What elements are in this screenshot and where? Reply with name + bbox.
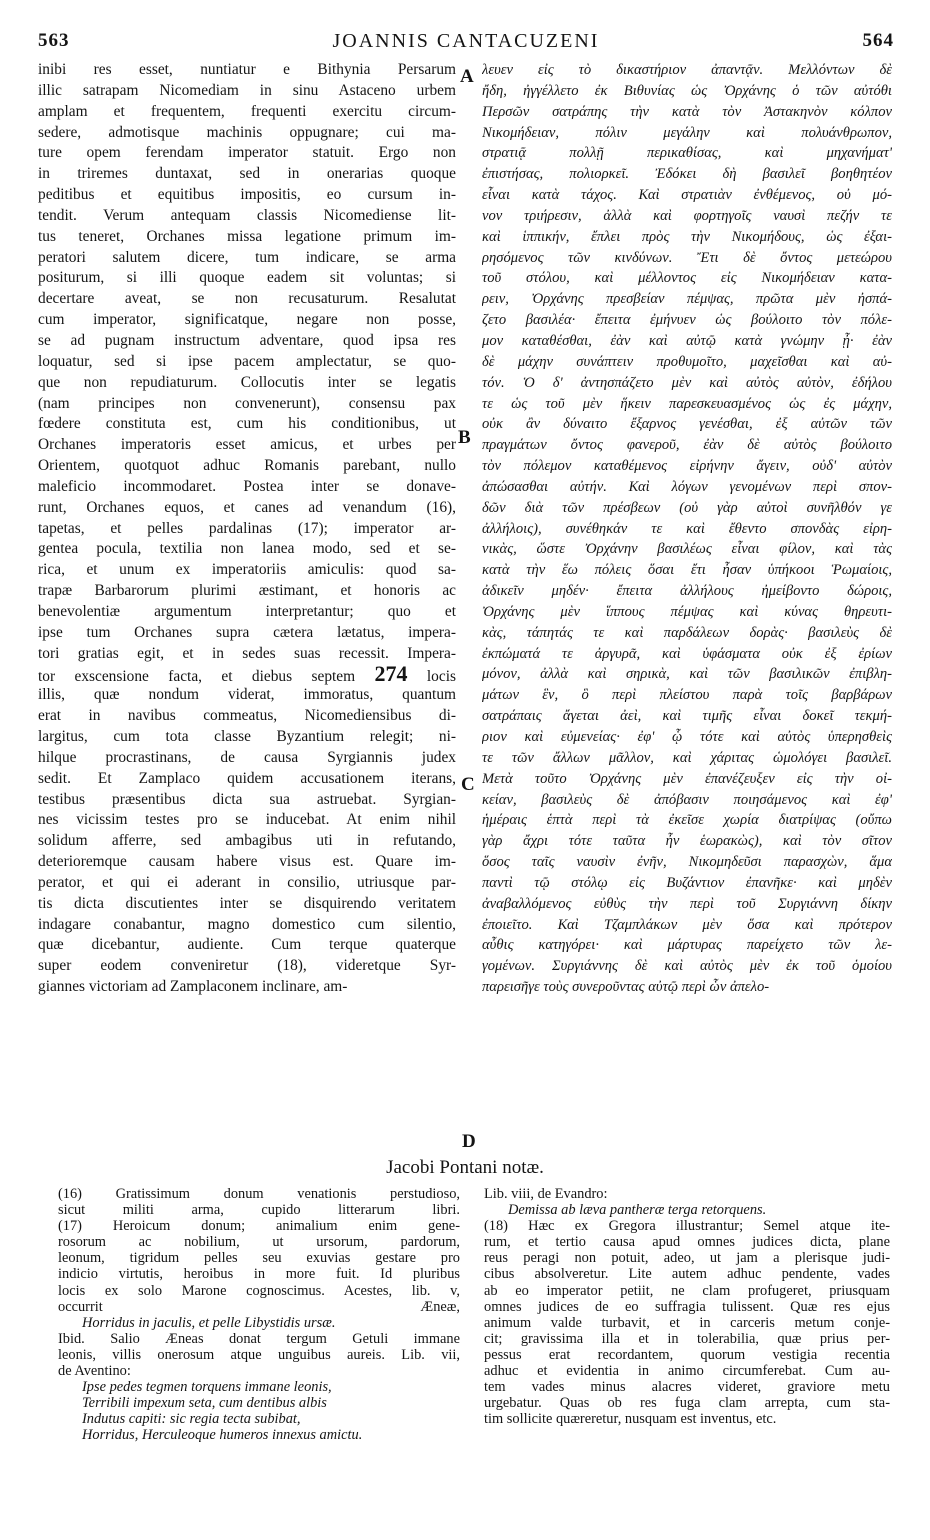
greek-line-text: ζετο βασιλέα· ἔπειτα ἐμήνυεν ὡς βούλοιτο τὸν πόλε- [482,312,892,329]
greek-line-text: ὅσος ταῖς ναυσὶν ἐνῆν, Νικομηδεῦσι παρασχὼν, ἅμα [482,854,892,871]
note-left-line [58,1379,460,1395]
greek-line-text: τε τῶν ἄλλων μᾶλλον, καὶ χάριτας ὡμολόγει βασιλεῖ. [482,749,892,766]
latin-line [38,769,456,790]
latin-line [38,123,456,144]
latin-line-text: runt, Orchanes equos, et canes ad venandum (16), [38,498,456,516]
greek-line [482,498,892,519]
note-right-line [484,1283,890,1299]
latin-line-text: hilque procrastinans, de causa Syrgiannis judex [38,748,456,766]
note-right-line-text: pessus erat recordantem, quorum vestigia recentia [484,1346,890,1363]
greek-line-text: ἀπώσασθαι αὐτήν. Καὶ λόγων γενομένων περὶ σπον- [482,478,892,495]
running-title: JOANNIS CANTACUZENI [332,30,600,52]
latin-line [38,685,456,706]
note-right-line [484,1234,890,1250]
latin-line-text: in triremes duntaxat, sed in onerarias quoque [38,165,456,183]
latin-line [38,185,456,206]
greek-line [482,331,892,352]
greek-line-text: ρησόμενος τῶν κινδύνων. Ἔτι δὲ ὄντος μετεώρου [482,249,892,266]
greek-line [482,60,892,81]
latin-line [38,289,456,310]
latin-line [38,873,456,894]
note-left-line-text: occurrit Æneæ, [58,1298,460,1315]
latin-line-text: tis dicta discutientes inter se disquirendo veritatem [38,894,456,912]
latin-line [38,435,456,456]
note-right-line-text: rum, et tertio causa apud omnes judices dicta, plane [484,1234,890,1251]
latin-line-text: rica, et unum ex imperatoriis amiculis: quod sa- [38,561,456,579]
notes-right-column [484,1186,890,1427]
latin-line [38,935,456,956]
greek-line [482,227,892,248]
greek-line-text: Περσῶν σατράπης τὴν κατὰ τὸν Ἀστακηνὸν κόλπον [482,103,892,120]
greek-line [482,727,892,748]
greek-line [482,310,892,331]
greek-line-text: ἐποιεῖτο. Καὶ Τζαμπλάκων μὲν ὅσα καὶ πρότερον [482,916,892,933]
note-left-line-text: Horridus in jaculis, et pelle Libystidis ursæ. [82,1314,336,1331]
note-left-line-text: (17) Heroicum donum; animalium enim gene- [58,1218,460,1235]
margin-letter-b: B [458,427,471,448]
greek-line-text: μόνον, ἀλλὰ καὶ σηρικὰ, καὶ τῶν βασιλικῶν ἐπιβλη- [482,666,892,683]
greek-line [482,790,892,811]
greek-line [482,748,892,769]
greek-line-text: ρειν, Ὀρχάνης πρεσβείαν πέμψας, πρῶτα μὲν ἠσπά- [482,291,892,308]
note-right-line-text: ab eo imperator petiit, ne clam profugeret, priusquam [484,1282,890,1299]
greek-line [482,248,892,269]
latin-line-text: (nam principes non convenerunt), consensu pax [38,394,456,412]
greek-line-text: λευεν εἰς τὸ δικαστήριον ἀπαντᾷν. Μελλόντων δὲ [482,62,892,78]
note-right-line-text: Lib. viii, de Evandro: [484,1186,608,1202]
latin-line-text: illic satrapam Nicomediam in sinu Astaceno urbem [38,81,456,99]
greek-line [482,394,892,415]
note-left-line [58,1427,460,1443]
note-left-line-text: Ibid. Salio Æneas donat tergum Getuli immane [58,1330,460,1347]
greek-line [482,894,892,915]
latin-line-text: trapæ Barbarorum plurimi æstimant, et honoris ac [38,582,456,600]
greek-line [482,915,892,936]
greek-line [482,102,892,123]
latin-line [38,206,456,227]
greek-line-text: δὲ μάχην συνάπτειν προθυμοῖτο, μαχεῖσθαι καὶ αὐ- [482,353,892,370]
note-left-line [58,1186,460,1202]
greek-line [482,414,892,435]
greek-line-text: Ὀρχάνης μὲν ἵππους πέμψας καὶ κύνας θηρευτι- [482,603,892,620]
latin-line-text: deterioremque causam habere visus est. Quare im- [38,853,456,871]
greek-line-text: παντὶ τῷ στόλῳ εἰς Βυζάντιον ἐπανῆκε· καὶ μηδὲν [482,874,892,891]
note-left-line [58,1202,460,1218]
greek-line-text: πραγμάτων ὄντος φανεροῦ, ἐὰν δὲ αὐτὸς βούλοιτο [482,437,892,454]
latin-line [38,581,456,602]
greek-text-column [482,60,892,998]
latin-line [38,790,456,811]
latin-line-text: tori gratias egit, et in sedes suas recessit. Impera- [38,644,456,662]
greek-line [482,706,892,727]
note-right-line-text: omnes judices de eo suffragia tulissent. Quæ res ejus [484,1298,890,1315]
latin-line-text: largitus, cum tota classe Byzantium relegit; ni- [38,728,456,745]
note-right-line [484,1315,890,1331]
latin-line [38,394,456,415]
latin-line-text: super eodem conveniretur (18), videretque Syr- [38,957,456,975]
note-right-line [484,1379,890,1395]
latin-line [38,623,456,644]
note-left-line [58,1411,460,1427]
note-right-line [484,1347,890,1363]
greek-line-text: ἡμέραις ἑπτὰ περὶ τὰ ἐκεῖσε χωρία διατρίψας (οὔπω [482,812,892,829]
latin-line [38,977,456,998]
note-left-line-text: leonis, villis onerosum atque unguibus aureis. Lib. vii, [58,1346,460,1363]
note-right-line [484,1411,890,1427]
latin-line-text: illis, quæ nondum viderat, immoratus, quantum [38,686,456,704]
greek-line-text: νικὰς, ὥστε Ὀρχάνην βασιλέως εἶναι φίλον, καὶ τὰς [482,541,892,558]
greek-line-text: νον τριήρεσιν, ἀλλὰ καὶ φορτηγοῖς ναυσὶ πεζήν τε [482,207,892,224]
greek-line-text: ἐπιστήσας, πολιορκεῖ. Ἐδόκει δὴ βασιλεῖ βοηθητέον [482,166,892,183]
latin-line-text: tapetas, et pelles pardalinas (17); imperator ar- [38,519,456,537]
greek-line [482,519,892,540]
latin-line [38,956,456,977]
note-right-line [484,1363,890,1379]
note-left-line [58,1315,460,1331]
greek-line-text: κατὰ τὴν ἕω πόλεις ὅσαι ἔτι ἦσαν ὑπήκοοι Ῥωμαίοις, [482,562,892,579]
greek-line [482,664,892,685]
latin-line-text: Orientem, quotquot adhuc Romanis parebant, nullo [38,457,456,475]
greek-line-text: γομένων. Συργιάννης δὲ καὶ αὐτὸς μὲν ἐκ τοῦ ὁμοίου [482,958,892,975]
note-left-line [58,1347,460,1363]
note-left-line [58,1331,460,1347]
margin-letter-a: A [460,66,474,87]
greek-line [482,164,892,185]
greek-line [482,685,892,706]
greek-line-text: ριον καὶ εὐμενείας· ἐφ' ᾧ τότε καὶ αὐτὸς ὑπερησθεὶς [482,729,892,745]
note-right-line [484,1250,890,1266]
latin-line-text: loquatur, sed si ipse pacem amplectatur, se quo- [38,352,456,370]
greek-line-text: παρεισῆγε τοὺς συνεροῦντας αὐτῷ περὶ ὧν ἀπελο- [482,979,770,996]
greek-line [482,206,892,227]
latin-line [38,310,456,331]
latin-text-column [38,60,456,998]
greek-line-text: ἀναβαλλόμενος εὐθὺς τὴν περὶ τοῦ Συργιάννη δίκην [482,895,892,912]
note-right-line [484,1395,890,1411]
greek-line-text: αὖθις κατηγόρει· καὶ μάρτυρας παρείχετο τῶν λε- [482,937,892,954]
latin-line [38,60,456,81]
greek-line-text: ἀδικεῖν μηδέν· ἔπειτα ἀλλήλους ἠμείβοντο δώροις, [482,583,892,600]
latin-line-text: ipse tum Orchanes supra cætera lætatus, impera- [38,623,456,641]
running-header [38,30,894,56]
latin-line [38,602,456,623]
latin-line-text: fœdere constituta est, cum his conditionibus, ut [38,415,456,433]
latin-line [38,727,456,748]
latin-line [38,498,456,519]
latin-line [38,331,456,352]
note-right-line [484,1186,890,1202]
latin-line [38,894,456,915]
note-right-line-text: tim sollicite quæreretur, nusquam est inventus, etc. [484,1411,777,1428]
note-right-line [484,1266,890,1282]
greek-line-text: Μετὰ τοῦτο Ὀρχάνης μὲν ἐπανέζευξεν εἰς τὴν οἰ- [482,770,892,787]
latin-line-text: ture opem ferendam imperator statuit. Ergo non [38,144,456,162]
latin-line [38,644,456,665]
note-right-line [484,1218,890,1234]
greek-line [482,373,892,394]
note-right-line-text: cit; gravissima illa et in tolerabilia, quæ prius per- [484,1330,890,1347]
greek-line [482,185,892,206]
greek-line-text: τὸν πόλεμον καταθέμενος εἰρήνην ἄγειν, οὐδ' αὐτὸν [482,458,892,475]
note-left-line-text: leonum, tigridum pelles seu exuvias gestare pro [58,1250,460,1267]
latin-line [38,706,456,727]
greek-line-text: ἐκπώματά τε ἀργυρᾶ, καὶ ὑφάσματα οὐκ ἐξ ἐρίων [482,645,892,662]
note-right-line-text: tem vades minus alacres videret, graviore metu [484,1379,890,1396]
greek-line [482,852,892,873]
latin-line [38,539,456,560]
note-right-line-text: adhuc et evidentia in animo circumferebat. Cum au- [484,1363,890,1380]
greek-line [482,581,892,602]
inline-page-number: 274 [374,664,408,686]
greek-line [482,268,892,289]
greek-line-text: ἀλλήλοις), συνέθηκάν τε καὶ ἔθεντο σπονδὰς εἰρη- [482,520,892,537]
note-right-line-text: reus peragi non potuit, adeo, ut jam a plerisque judi- [484,1250,890,1267]
greek-line [482,477,892,498]
greek-line-text: μον καταθέσθαι, ἐὰν καὶ αὐτῷ κατὰ γνώμην ᾖ· ἐὰν [482,332,892,349]
page-number-right: 564 [862,30,894,51]
greek-line-text: στρατιᾷ πολλῇ περικαθίσας, καὶ μηχανήματ' [482,145,892,162]
greek-line [482,644,892,665]
note-right-line [484,1331,890,1347]
latin-line-text: sedit. Et Zamplaco quidem accusationem iterans, [38,769,456,787]
greek-line-text: κὰς, τάπητάς τε καὶ παρδάλεων δορὰς· βασιλεὺς δὲ [482,624,892,641]
greek-line [482,143,892,164]
greek-line [482,602,892,623]
latin-line-text: maleficio incommodaret. Postea inter se donave- [38,477,456,495]
greek-line [482,435,892,456]
latin-line-text: giannes victoriam ad Zamplaconem inclinare, am- [38,978,348,996]
note-left-line-text: locis ex solo Marone cognoscimus. Acestes, lib. v, [58,1282,460,1299]
greek-line [482,456,892,477]
greek-line-text: γὰρ ἄχρι τότε ταῦτα ἦν ἑωρακὼς), καὶ τὸν σῖτον [482,833,892,850]
note-left-line-text: Ipse pedes tegmen torquens immane leonis, [82,1379,332,1396]
note-left-line [58,1395,460,1411]
note-right-line-text: Demissa ab læva pantheræ terga retorquens. [508,1202,767,1219]
latin-line-text: que non repudiaturum. Collocutis inter se legatis [38,373,456,391]
latin-line [38,248,456,269]
latin-line-tail: locis [426,668,456,686]
greek-line [482,560,892,581]
greek-line-text: ἤδη, ἠγγέλλετο ἐκ Βιθυνίας ὡς Ὀρχάνης ὁ τῶν αὐτόθι [482,82,892,99]
latin-line [38,268,456,289]
greek-line [482,289,892,310]
greek-line-text: δῶν διὰ τῶν πρέσβεων (οὐ γὰρ αὐτοὶ συνῆλθόν γε [482,499,892,516]
greek-line-text: Νικομήδειαν, πόλιν μεγάλην καὶ πολυάνθρωπον, [482,124,892,141]
greek-line-text: εἶναι κατὰ τάχος. Καὶ στρατιὰν ἐνθέμενος, οὐ μό- [482,187,892,204]
page-number-left: 563 [38,30,70,51]
latin-line [38,831,456,852]
greek-line-text: τε ὡς τοῦ μὲν ἥκειν παρεσκευασμένος ὡς ἐς μάχην, [482,395,892,412]
note-left-line-text: indicio virtutis, heroibus in more fuit. Id pluribus [58,1266,460,1283]
greek-line [482,539,892,560]
latin-line-text: sedere, admotisque machinis oppugnare; cui ma- [38,123,456,141]
latin-line-text: erat in navibus commeatus, Nicomediensibus di- [38,707,456,725]
greek-line-text: καὶ ἱππικήν, ἔπλει πρὸς τὴν Νικομήδους, ὡς ἐξαι- [482,228,892,245]
latin-line-text: tus teneret, Orchanes missa legatione primum im- [38,227,456,245]
latin-line-text: indagare conabantur, magno domestico cum silentio, [38,915,456,933]
note-right-line [484,1202,890,1218]
latin-line [38,143,456,164]
latin-line-text: cum imperator, significatque, negare non posse, [38,311,456,329]
latin-line-text: se ad pugnam instructum adventare, quod ipsa res [38,331,456,349]
note-right-line-text: cibus absolveretur. Lite autem adhuc pendente, vades [484,1266,890,1283]
note-left-line-text: Indutus capiti: sic regia tecta subibat, [82,1411,301,1428]
greek-line [482,123,892,144]
margin-letter-d: D [462,1131,476,1152]
latin-line-text: peditibus et equitibus impositis, eo cursum in- [38,186,456,204]
note-left-line [58,1218,460,1234]
greek-line [482,935,892,956]
greek-line [482,977,892,998]
note-left-line [58,1283,460,1299]
latin-line [38,102,456,123]
note-left-line [58,1363,460,1379]
latin-line-text: amplam et frequentem, frequenti exercitu circum- [38,102,456,120]
latin-line [38,560,456,581]
greek-line-text: τοῦ στόλου, καὶ μέλλοντος εἰς Νικομήδειαν κατα- [482,270,892,287]
latin-line-text: perator, et qui ei aderant in consilio, utriusque par- [38,873,456,891]
latin-line-text: tendit. Verum antequam classis Nicomediense lit- [38,206,456,224]
greek-line [482,81,892,102]
note-left-line-text: Horridus, Herculeoque humeros innexus amictu. [82,1427,363,1444]
latin-line [38,519,456,540]
note-right-line-text: urgebatur. Quas ob res fuga clam arrepta, cum sta- [484,1395,890,1412]
latin-line-text: benevolentiæ argumentum interpretantur; quo et [38,602,456,620]
latin-line-text: gentea pocula, textilia non lanea modo, sed et se- [38,540,456,558]
greek-line [482,956,892,977]
latin-line-text: decertare aveat, se non recusaturum. Resalutat [38,290,456,308]
notes-heading: Jacobi Pontani notæ. [386,1157,544,1178]
note-left-line [58,1266,460,1282]
latin-line [38,164,456,185]
latin-line-text: positurum, si illi quoque eadem sit voluntas; si [38,269,456,287]
greek-line [482,352,892,373]
latin-line [38,852,456,873]
note-left-line [58,1234,460,1250]
note-left-line-text: Terribili impexum seta, cum dentibus albis [82,1395,327,1412]
greek-line-text: οὐκ ἂν δύναιτο ἔξαρνος γενέσθαι, ἐξ αὐτῶν τῶν [482,416,892,433]
latin-line [38,748,456,769]
notes-left-column [58,1186,460,1444]
latin-line-text: quæ dicebantur, audiente. Cum terque quaterque [38,936,456,954]
note-left-line-text: sicut militi arma, cupido litterarum libri. [58,1202,460,1219]
latin-line [38,477,456,498]
note-left-line-text: rosorum ac nobilium, ut ursorum, pardorum, [58,1234,460,1251]
note-left-line-text: (16) Gratissimum donum venationis perstudioso, [58,1186,460,1202]
latin-line [38,81,456,102]
latin-line [38,227,456,248]
note-left-line [58,1299,460,1315]
latin-line [38,915,456,936]
greek-line-text: σατράπαις ἄγεται ἀεὶ, καὶ τιμῆς εἶναι δοκεῖ τεκμή- [482,708,892,725]
latin-line [38,373,456,394]
note-right-line-text: animum valde turbavit, et in carceris metum conje- [484,1314,890,1331]
greek-line-text: μάτων ἓν, ὃ περὶ πλείστου παρὰ τοῖς βαρβάρων [482,687,892,704]
note-left-line-text: de Aventino: [58,1363,131,1380]
latin-line [38,414,456,435]
note-right-line-text: (18) Hæc ex Gregora illustrantur; Semel atque ite- [484,1218,890,1235]
greek-line [482,810,892,831]
latin-line-text: nes vicissim testes pro se inducebat. At enim nihil [38,811,456,829]
greek-line [482,831,892,852]
latin-line-text: inibi res esset, nuntiatur e Bithynia Persarum [38,61,456,78]
latin-line-text: solidum afferre, sed ambagibus uti in refutando, [38,832,456,850]
margin-letter-c: C [461,774,475,795]
latin-line-text: peratori salutem dicere, tum indicare, se arma [38,248,456,266]
greek-line [482,769,892,790]
latin-line-text: Orchanes imperatoris esset amicus, et urbes per [38,436,456,454]
latin-line [38,352,456,373]
latin-line-text: testibus præsentibus dicta sua astruebat. Syrgian- [38,790,456,808]
note-right-line [484,1299,890,1315]
greek-line [482,873,892,894]
latin-line-text: tor exscensione facta, et diebus septem [38,668,356,686]
latin-line [38,810,456,831]
note-left-line [58,1250,460,1266]
greek-line-text: τόν. Ὁ δ' ἀντησπάζετο μὲν καὶ αὐτὸς αὐτὸν, ἐδήλου [482,374,892,391]
latin-line [38,456,456,477]
greek-line [482,623,892,644]
latin-line [38,664,456,685]
greek-line-text: κείαν, βασιλεὺς δὲ ἀπόβασιν ποιησάμενος καὶ ἐφ' [482,791,892,808]
